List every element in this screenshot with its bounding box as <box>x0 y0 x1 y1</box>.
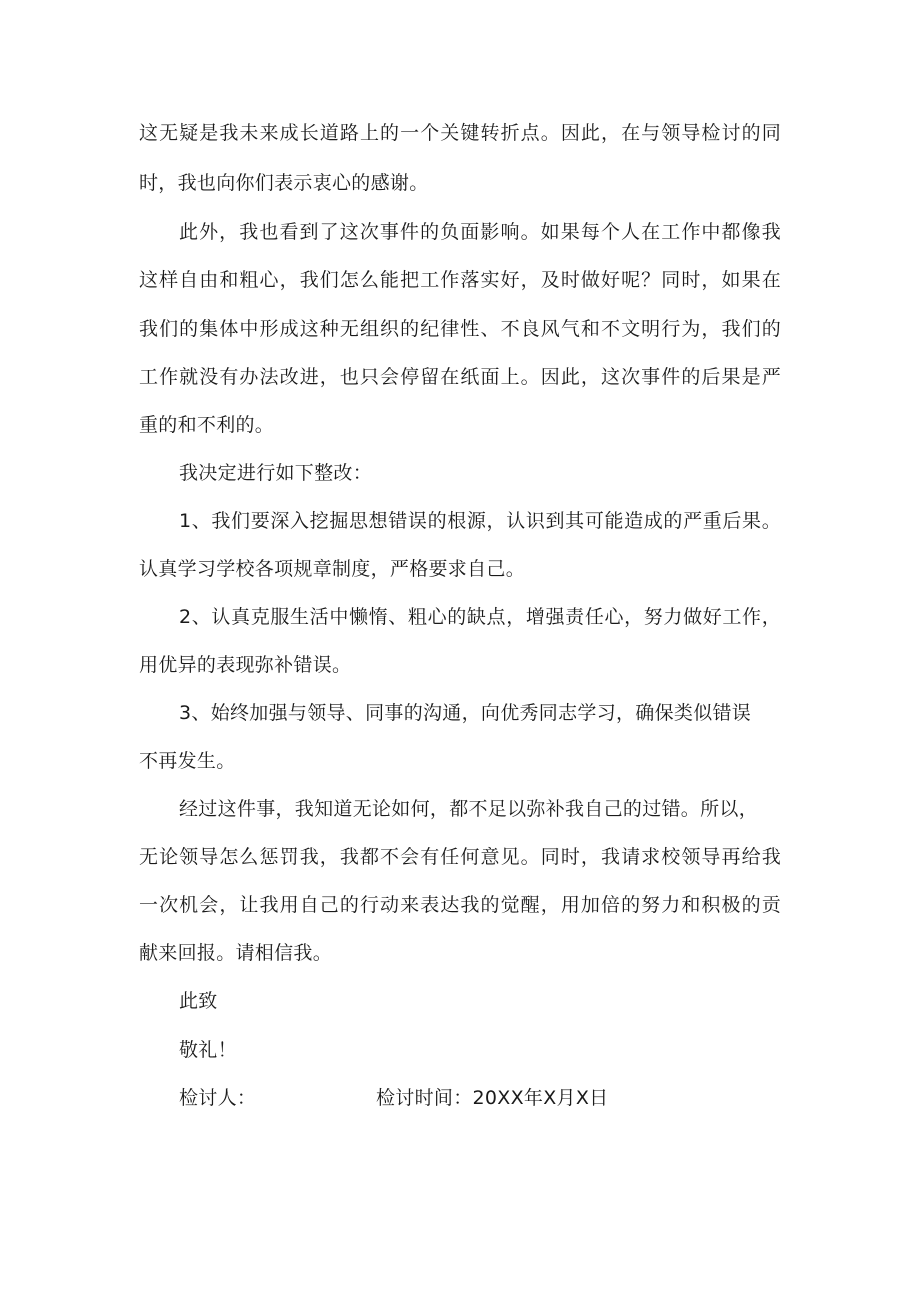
paragraph-line: 我们的集体中形成这种无组织的纪律性、不良风气和不文明行为，我们的 <box>139 318 781 340</box>
signer-label: 检讨人： <box>179 1087 257 1109</box>
paragraph-line: 无论领导怎么惩罚我，我都不会有任何意见。同时，我请求校领导再给我 <box>139 846 781 868</box>
list-item-line: 1、我们要深入挖掘思想错误的根源，认识到其可能造成的严重后果。 <box>179 510 781 532</box>
list-item-line: 2、认真克服生活中懒惰、粗心的缺点，增强责任心，努力做好工作， <box>179 606 781 628</box>
paragraph-line: 献来回报。请相信我。 <box>139 942 333 964</box>
date-text: 检讨时间：20XX年X月X日 <box>376 1087 609 1109</box>
paragraph-line: 我决定进行如下整改： <box>179 462 373 484</box>
paragraph-line: 时，我也向你们表示衷心的感谢。 <box>139 172 429 194</box>
salutation-text: 敬礼！ <box>179 1039 237 1061</box>
list-item-line: 用优异的表现弥补错误。 <box>139 654 352 676</box>
paragraph-line: 工作就没有办法改进，也只会停留在纸面上。因此，这次事件的后果是严 <box>139 366 781 388</box>
list-item-line: 3、始终加强与领导、同事的沟通，向优秀同志学习，确保类似错误 <box>179 702 752 724</box>
paragraph-line: 重的和不利的。 <box>139 414 275 436</box>
paragraph-line: 经过这件事，我知道无论如何，都不足以弥补我自己的过错。所以， <box>179 798 759 820</box>
paragraph-line: 此外，我也看到了这次事件的负面影响。如果每个人在工作中都像我 <box>179 221 781 243</box>
paragraph-line: 这样自由和粗心，我们怎么能把工作落实好，及时做好呢？同时，如果在 <box>139 269 781 291</box>
paragraph-line: 这无疑是我未来成长道路上的一个关键转折点。因此，在与领导检讨的同 <box>139 122 781 144</box>
paragraph-line: 一次机会，让我用自己的行动来表达我的觉醒，用加倍的努力和积极的贡 <box>139 894 781 916</box>
list-item-line: 认真学习学校各项规章制度，严格要求自己。 <box>139 558 526 580</box>
closing-text: 此致 <box>179 990 218 1012</box>
list-item-line: 不再发生。 <box>139 750 236 772</box>
